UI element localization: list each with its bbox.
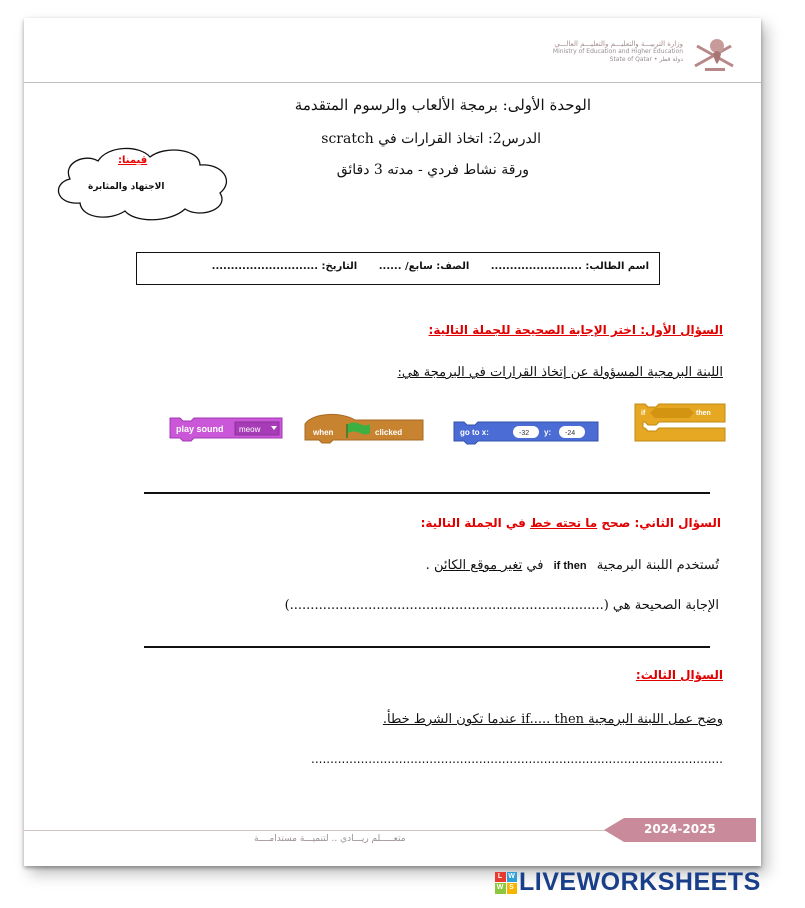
header-divider	[24, 82, 761, 83]
block-goto-label: go to x:	[460, 428, 489, 437]
block-x-value: -32	[519, 430, 530, 437]
question3-answer-field[interactable]: ............................................................................................................	[311, 752, 723, 766]
liveworksheets-logo[interactable]	[495, 868, 761, 897]
sheet-subtitle: ورقة نشاط فردي - مدته 3 دقائق	[336, 162, 529, 178]
block-if-label: if	[641, 410, 646, 417]
section-divider-2	[144, 646, 710, 648]
block-clicked-label: clicked	[375, 428, 403, 437]
ministry-name: وزارة التربيـــة والتعليـــم والتعليـــم العالـــي Ministry of Education and Higher Education State of Qatar • دولة قطر	[552, 40, 683, 63]
block-when-flag-clicked[interactable]	[303, 410, 427, 446]
question1-title: السؤال الأول: اختر الإجابة الصحيحة للجملة التالية:	[428, 323, 723, 337]
question3-text: وضح عمل اللبنة البرمجية if..... then عندما تكون الشرط خطأ.	[382, 712, 723, 727]
block-if-then[interactable]	[633, 402, 727, 446]
question1-text: اللبنة البرمجية المسؤولة عن إتخاذ القرارات في البرمجة هي:	[397, 365, 723, 380]
question2-title: السؤال الثاني: صحح ما تحته خط في الجملة التالية:	[420, 516, 721, 530]
date-field[interactable]: التاريخ: ............................	[211, 261, 358, 272]
values-label: قيمنا:	[118, 155, 148, 166]
unit-title: الوحدة الأولى: برمجة الألعاب والرسوم المتقدمة	[294, 96, 591, 114]
block-play-sound-dropdown: meow	[239, 425, 261, 434]
block-when-label: when	[313, 428, 334, 437]
block-go-to-xy[interactable]	[451, 419, 603, 447]
question2-text: تُستخدم اللبنة البرمجية if then في تغير موقع الكائن .	[425, 558, 719, 573]
block-y-value: -24	[565, 430, 576, 437]
liveworksheets-text: LIVEWORKSHEETS	[519, 868, 761, 896]
year-label: 2024-2025	[644, 822, 716, 836]
student-info-box	[136, 252, 660, 285]
worksheet-page	[24, 18, 761, 866]
liveworksheets-icon: L W W S	[495, 872, 517, 894]
block-y-label: y:	[544, 428, 552, 437]
grade-field[interactable]: الصف: سابع/ ......	[378, 261, 470, 272]
question3-title: السؤال الثالث:	[635, 668, 723, 682]
lesson-title: الدرس2: اتخاذ القرارات في scratch	[321, 131, 541, 147]
student-name-field[interactable]: اسم الطالب: ........................	[490, 261, 649, 272]
footer-slogan: متعـــــلم ريـــادي .. لتنميـــة مستدامــــة	[254, 834, 406, 844]
block-play-sound[interactable]	[167, 415, 285, 443]
block-then-label: then	[696, 410, 711, 417]
ministry-logo-icon	[691, 36, 737, 76]
section-divider-1	[144, 492, 710, 494]
question2-answer-field[interactable]: الإجابة الصحيحة هي (............................................................................)	[284, 598, 719, 613]
block-play-sound-label: play sound	[176, 424, 224, 434]
values-text: الاجتهاد والمثابرة	[88, 182, 165, 192]
